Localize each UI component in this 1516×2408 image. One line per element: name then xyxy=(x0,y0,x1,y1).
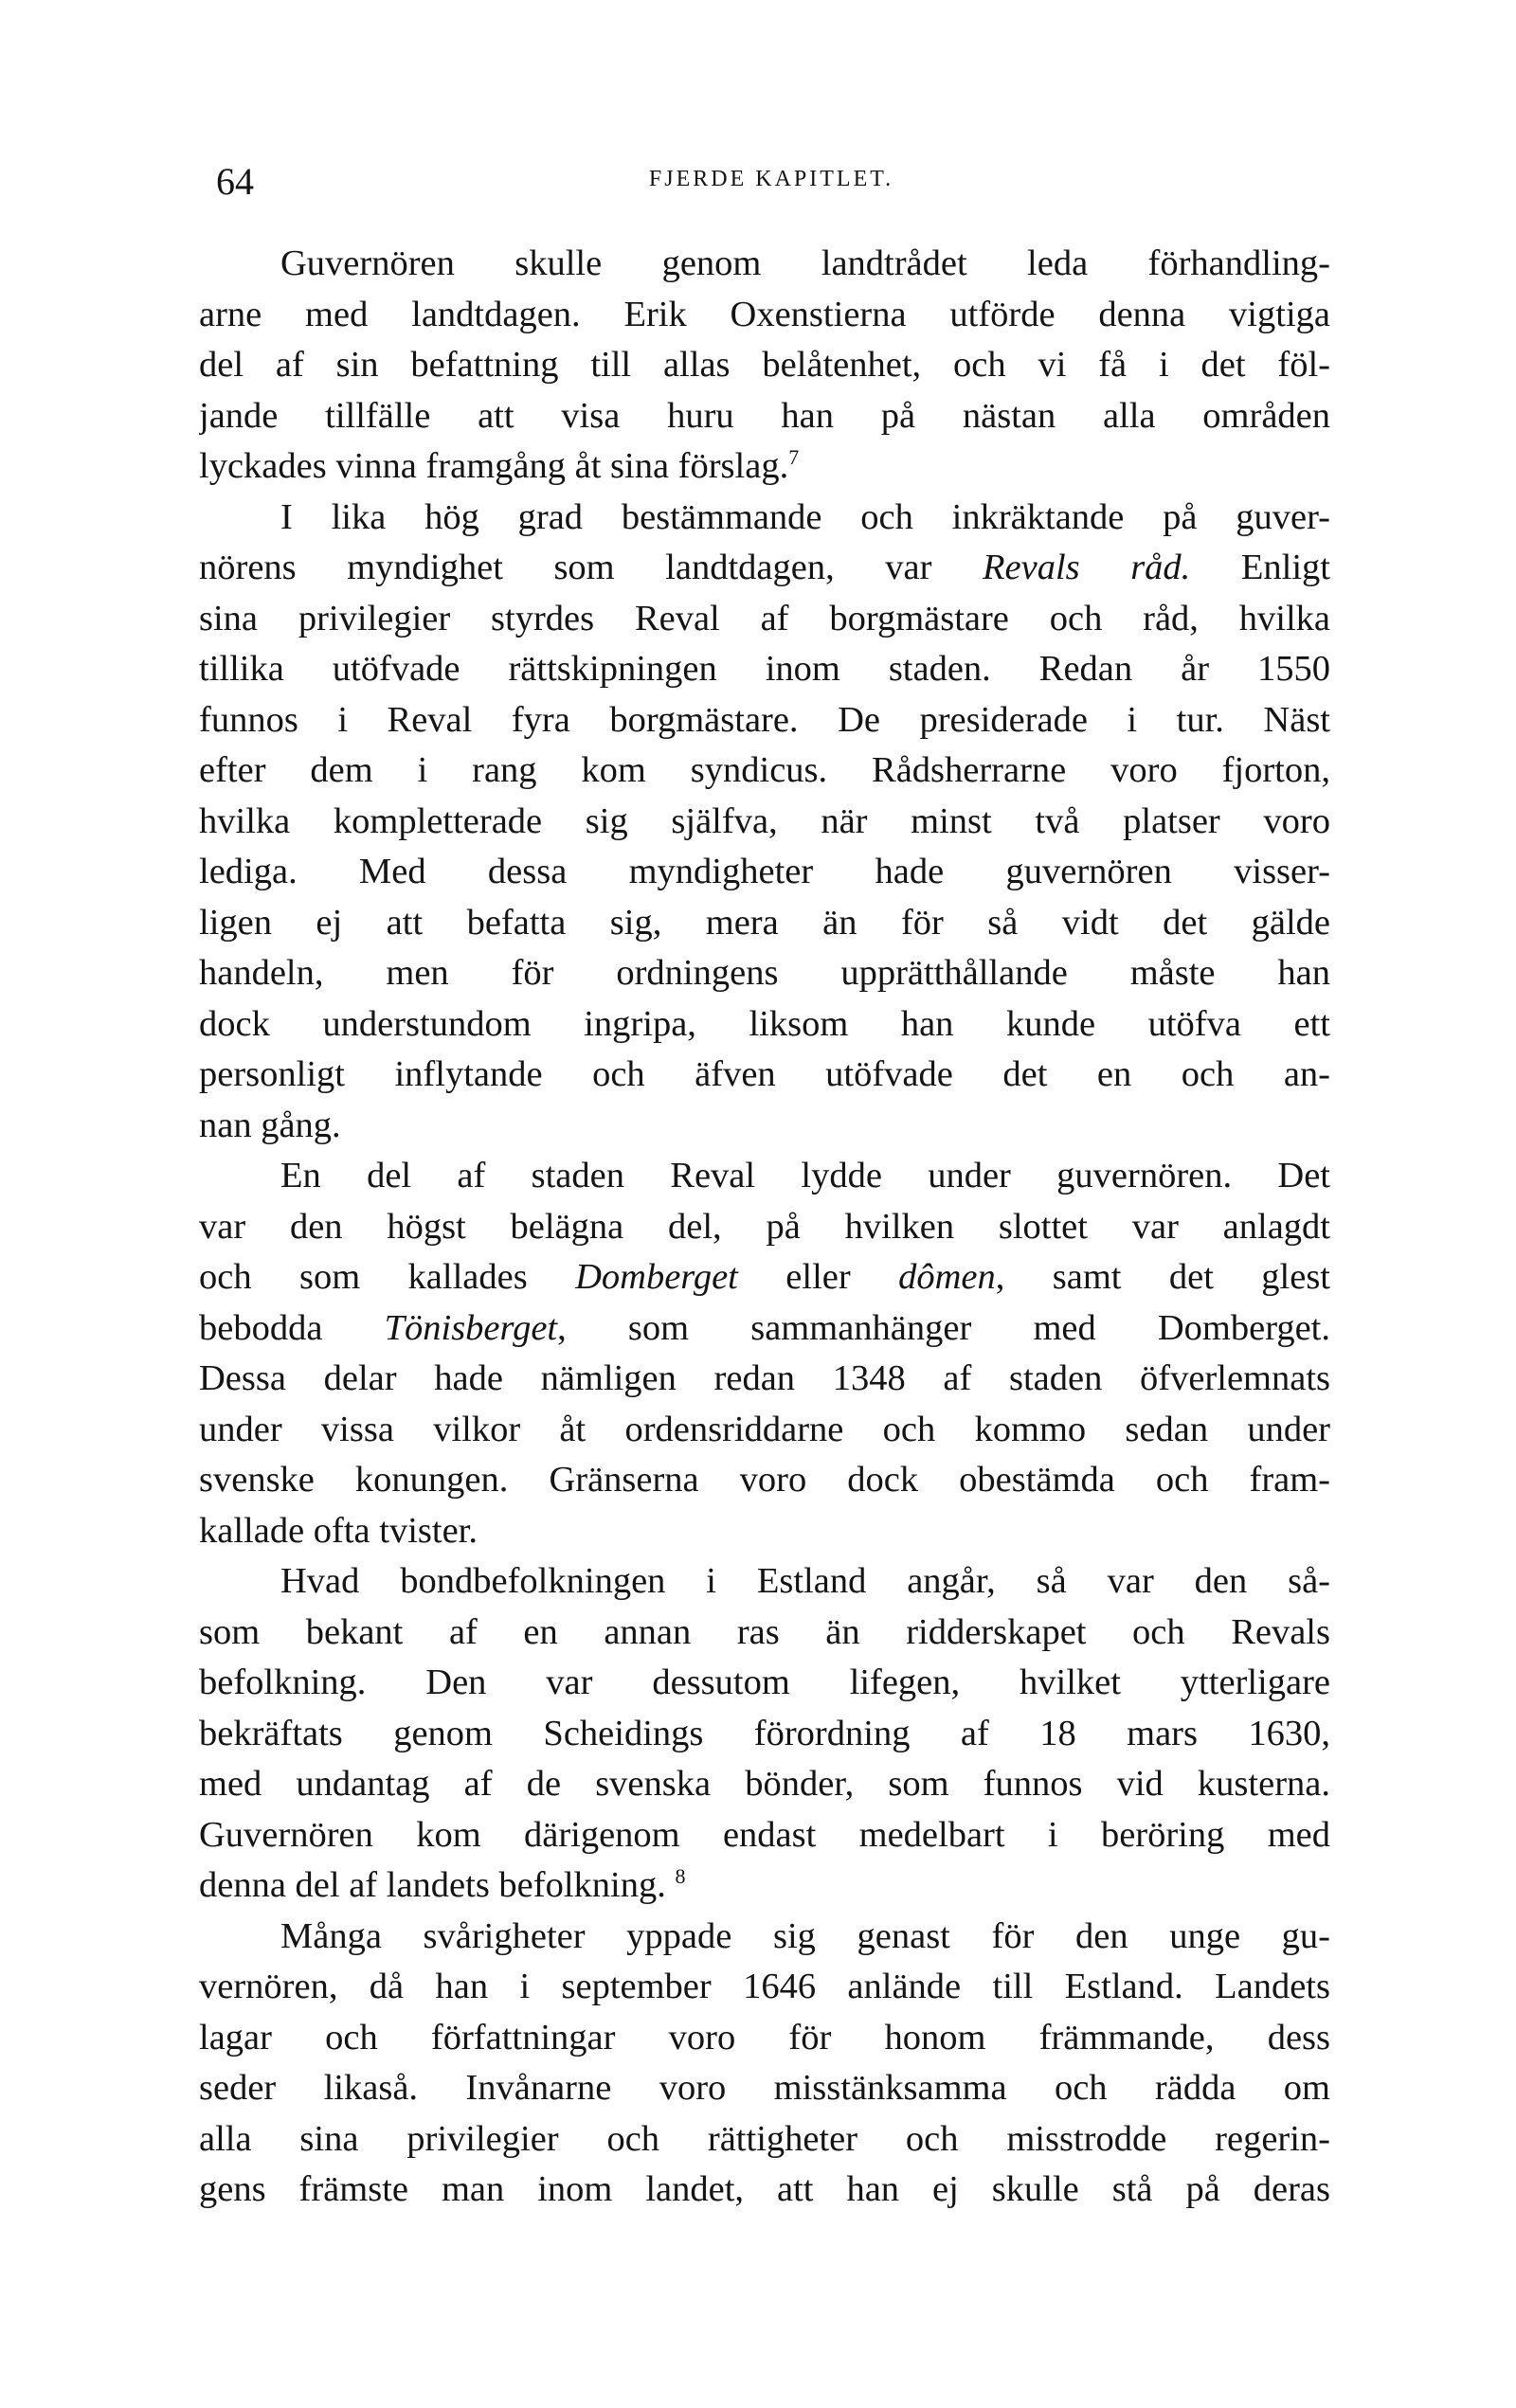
text-line xyxy=(199,340,1330,391)
text-line xyxy=(199,695,1330,746)
page-number: 64 xyxy=(216,160,254,203)
text-line xyxy=(199,2013,1330,2064)
text-segment: lagar och författningar voro för honom främmande, dess xyxy=(199,2017,1330,2058)
text-segment: del af sin befattning till allas belåtenhet, och vi få i det föl- xyxy=(199,345,1330,385)
text-segment: lyckades vinna framgång åt sina förslag. xyxy=(199,446,789,486)
text-line xyxy=(199,1912,1330,1963)
text-line xyxy=(199,239,1330,290)
running-head: FJERDE KAPITLET. xyxy=(648,167,894,191)
text-segment: lediga. Med dessa myndigheter hade guvernören visser- xyxy=(199,852,1330,891)
text-segment: befolkning. Den var dessutom lifegen, hvilket ytterligare xyxy=(199,1662,1330,1702)
text-segment: som bekant af en annan ras än ridderskapet och Revals xyxy=(199,1611,1330,1652)
text-segment: , samt det glest xyxy=(995,1257,1330,1297)
text-line xyxy=(199,746,1330,797)
text-segment: vernören, då han i september 1646 anlände till Estland. Landets xyxy=(199,1967,1330,2006)
text-segment: En del af staden Reval lydde under guvernören. Det xyxy=(280,1156,1330,1195)
text-segment: hvilka kompletterade sig själfva, när minst två platser voro xyxy=(199,800,1330,841)
italic-text: Domberget xyxy=(575,1257,738,1297)
text-line xyxy=(199,391,1330,442)
text-line xyxy=(199,1202,1330,1253)
text-line xyxy=(199,1658,1330,1709)
text-line xyxy=(199,1101,1330,1152)
text-segment: kallade ofta tvister. xyxy=(199,1510,478,1551)
page-header xyxy=(216,159,1326,216)
text-line xyxy=(199,493,1330,544)
text-line xyxy=(199,1252,1330,1303)
text-segment: Enligt xyxy=(1190,548,1330,587)
text-segment: ligen ej att befatta sig, mera än för så vidt det gälde xyxy=(199,902,1330,943)
text-segment: tillika utöfvade rättskipningen inom staden. Redan år 1550 xyxy=(199,649,1330,689)
text-segment: och som kallades xyxy=(199,1257,576,1297)
text-segment: svenske konungen. Gränserna voro dock obestämda och fram- xyxy=(199,1460,1330,1500)
footnote-marker: 8 xyxy=(675,1864,686,1888)
text-line xyxy=(199,594,1330,645)
text-segment: seder likaså. Invånarne voro misstänksamma och rädda om xyxy=(199,2068,1330,2108)
text-segment: med undantag af de svenska bönder, som funnos vid kusterna. xyxy=(199,1764,1330,1804)
text-line xyxy=(199,1303,1330,1355)
text-line xyxy=(199,1405,1330,1456)
text-line xyxy=(199,1709,1330,1760)
text-line xyxy=(199,847,1330,898)
text-line xyxy=(199,1860,1330,1912)
text-segment: arne med landtdagen. Erik Oxenstierna utförde denna vigtiga xyxy=(199,294,1330,334)
text-segment: alla sina privilegier och rättigheter och misstrodde regerin- xyxy=(199,2118,1330,2159)
text-line xyxy=(199,1455,1330,1506)
text-segment: sina privilegier styrdes Reval af borgmästare och råd, hvilka xyxy=(199,598,1330,638)
text-line xyxy=(199,1759,1330,1810)
text-segment: Hvad bondbefolkningen i Estland angår, så var den så- xyxy=(280,1561,1330,1601)
text-line xyxy=(199,948,1330,999)
text-segment: funnos i Reval fyra borgmästare. De presiderade i tur. Näst xyxy=(199,699,1330,740)
text-line xyxy=(199,2165,1330,2216)
text-segment: nörens myndighet som landtdagen, var xyxy=(199,548,984,587)
text-line xyxy=(199,1354,1330,1405)
text-segment: handeln, men för ordningens upprätthållande måste han xyxy=(199,953,1330,993)
text-segment: Guvernören skulle genom landtrådet leda förhandling- xyxy=(280,243,1330,283)
body-text xyxy=(199,239,1330,2216)
text-line xyxy=(199,1506,1330,1557)
text-segment: personligt inflytande och äfven utöfvade det en och an- xyxy=(199,1054,1330,1094)
text-line xyxy=(199,797,1330,848)
text-segment: gens främste man inom landet, att han ej skulle stå på deras xyxy=(199,2169,1330,2209)
text-line xyxy=(199,1608,1330,1659)
text-segment: Dessa delar hade nämligen redan 1348 af staden öfverlemnats xyxy=(199,1358,1330,1398)
text-segment: eller xyxy=(737,1257,899,1297)
text-segment: nan gång. xyxy=(199,1105,341,1145)
text-line xyxy=(199,1810,1330,1861)
text-segment: I lika hög grad bestämmande och inkräktande på guver- xyxy=(280,496,1330,537)
text-segment: dock understundom ingripa, liksom han kunde utöfva ett xyxy=(199,1003,1330,1044)
text-line xyxy=(199,1050,1330,1101)
text-line xyxy=(199,1556,1330,1608)
text-line xyxy=(199,1151,1330,1202)
text-segment: , som sammanhänger med Domberget. xyxy=(557,1307,1330,1348)
text-segment: var den högst belägna del, på hvilken slottet var anlagdt xyxy=(199,1206,1330,1247)
text-segment: jande tillfälle att visa huru han på nästan alla områden xyxy=(199,395,1330,436)
text-segment: denna del af landets befolkning. xyxy=(199,1865,676,1905)
text-line xyxy=(199,441,1330,493)
text-line xyxy=(199,644,1330,695)
text-line xyxy=(199,290,1330,341)
text-segment: Guvernören kom därigenom endast medelbart i beröring med xyxy=(199,1814,1330,1855)
text-segment: bebodda xyxy=(199,1307,385,1348)
text-segment: under vissa vilkor åt ordensriddarne och kommo sedan under xyxy=(199,1409,1330,1449)
text-line xyxy=(199,2063,1330,2114)
text-segment: bekräftats genom Scheidings förordning af 18 mars 1630, xyxy=(199,1713,1330,1753)
text-segment: Många svårigheter yppade sig genast för den unge gu- xyxy=(280,1915,1330,1956)
footnote-marker: 7 xyxy=(788,445,800,469)
text-line xyxy=(199,1962,1330,2013)
text-line xyxy=(199,898,1330,949)
italic-text: dômen xyxy=(898,1257,996,1297)
italic-text: Tönisberget xyxy=(384,1307,558,1348)
italic-text: Revals råd. xyxy=(983,548,1191,587)
text-line xyxy=(199,2114,1330,2165)
text-line xyxy=(199,999,1330,1051)
text-segment: efter dem i rang kom syndicus. Rådsherrarne voro fjorton, xyxy=(199,750,1330,790)
text-line xyxy=(199,543,1330,594)
